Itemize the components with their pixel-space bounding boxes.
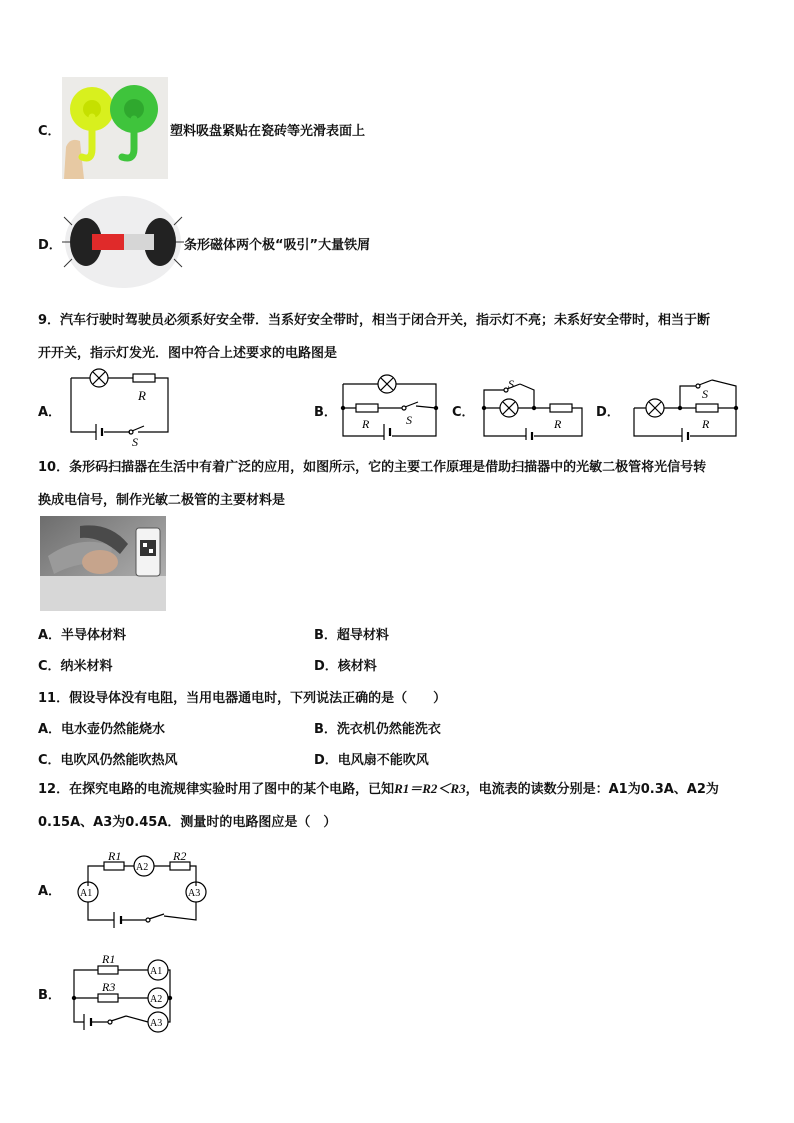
q12a-a2: A2 [136, 862, 149, 873]
q10-line1: 10．条形码扫描器在生活中有着广泛的应用，如图所示，它的主要工作原理是借助扫描器中的光敏二极管将光信号转 [38, 460, 707, 475]
q9b-s: S [406, 413, 412, 427]
q11-option-d: D．电风扇不能吹风 [314, 753, 429, 768]
q9d-r: R [702, 417, 710, 431]
q9-option-c: C． [452, 405, 475, 420]
q12-circuit-b [68, 950, 174, 1034]
q10-stem [38, 451, 758, 517]
q11-stem: 11．假设导体没有电阻，当用电器通电时，下列说法正确的是（ ） [38, 691, 447, 706]
q10-option-a: A．半导体材料 [38, 628, 127, 643]
q12-line1-pre: 12．在探究电路的电流规律实验时用了图中的某个电路，已知 [38, 782, 395, 797]
q12b-a1: A1 [150, 966, 163, 977]
q9b-r: R [362, 417, 370, 431]
q9-option-a: A． [38, 405, 62, 420]
q12b-a2: A2 [150, 994, 163, 1005]
q9-option-d: D． [596, 405, 620, 420]
q9-option-b: B． [314, 405, 337, 420]
q12b-a3: A3 [150, 1018, 163, 1029]
q9-stem [38, 304, 758, 370]
q12-circuit-a [74, 848, 210, 930]
option-c-label: C． [38, 124, 61, 139]
q12a-a3: A3 [188, 888, 201, 899]
q12b-r1: R1 [102, 952, 116, 966]
q11-option-a: A．电水壶仍然能烧水 [38, 722, 166, 737]
q11-option-b: B．洗衣机仍然能洗衣 [314, 722, 441, 737]
q12a-r2: R2 [173, 849, 187, 863]
q9-line1: 9．汽车行驶时驾驶员必须系好安全带．当系好安全带时，相当于闭合开关，指示灯不亮；未系好安全带时，相当于断 [38, 313, 711, 328]
q9a-r: R [138, 388, 146, 403]
q12-line1-post: ，电流表的读数分别是：A1为0.3A、A2为 [465, 782, 719, 797]
q10-option-b: B．超导材料 [314, 628, 389, 643]
q9-line2: 开开关，指示灯发光．图中符合上述要求的电路图是 [38, 346, 338, 361]
barcode-scanner-photo [40, 516, 166, 611]
q10-option-d: D．核材料 [314, 659, 377, 674]
q10-line2: 换成电信号，制作光敏二极管的主要材料是 [38, 493, 286, 508]
q12-stem [38, 772, 758, 839]
q12-line1 [38, 772, 758, 806]
option-d-text: 条形磁体两个极“吸引”大量铁屑 [184, 238, 371, 253]
q9-circuit-a [68, 366, 172, 446]
q12a-a1: A1 [80, 888, 93, 899]
q9-circuit-b [340, 372, 440, 440]
q10-option-c: C．纳米材料 [38, 659, 113, 674]
q12b-r3: R3 [102, 980, 116, 994]
q12-line2: 0.15A、A3为0.45A．测量时的电路图应是（ ） [38, 815, 337, 830]
option-c-text: 塑料吸盘紧贴在瓷砖等光滑表面上 [170, 124, 366, 139]
q12-option-a: A． [38, 884, 62, 899]
q9c-s: S [508, 377, 514, 391]
q9a-s: S [132, 435, 138, 446]
q9d-s: S [702, 387, 708, 401]
q9c-r: R [554, 417, 562, 431]
q12-option-b: B． [38, 988, 61, 1003]
q12-resistance-relation: R1＝R2＜R3 [394, 781, 466, 796]
q11-option-c: C．电吹风仍然能吹热风 [38, 753, 178, 768]
suction-hook-photo [62, 77, 168, 179]
magnet-iron-filings-photo [62, 195, 184, 290]
q9-circuit-c [478, 374, 586, 440]
option-d-label: D． [38, 238, 62, 253]
q12a-r1: R1 [108, 849, 122, 863]
q9-circuit-d [630, 374, 740, 442]
